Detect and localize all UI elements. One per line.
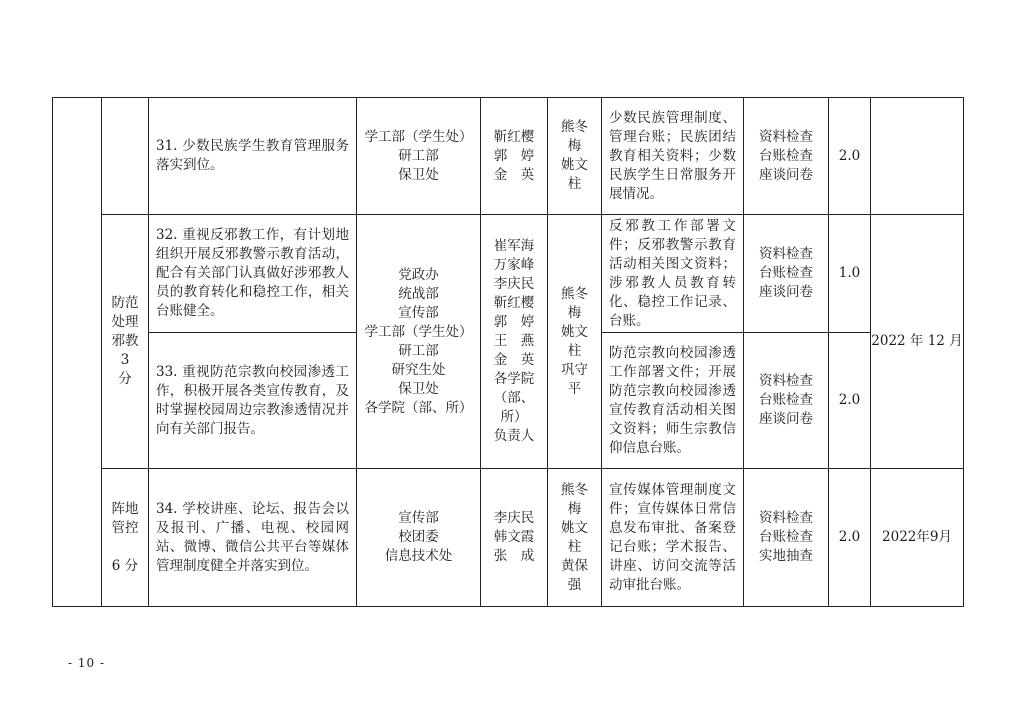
score-cell: 2.0 [829,98,871,215]
category-cell [102,98,149,215]
item-text: 33. 重视防范宗教向校园渗透工作，积极开展各类宣传教育，及时掌握校园周边宗教渗透情况并向有关部门报告。 [149,333,357,469]
responsible-depts: 党政办 统战部 宣传部 学工部（学生处） 研工部 研究生处 保卫处 各学院（部、所） [357,215,481,469]
materials-text: 少数民族管理制度、管理台账；民族团结教育相关资料；少数民族学生日常服务开展情况。 [602,98,744,215]
item-text: 32. 重视反邪教工作，有计划地组织开展反邪教警示教育活动，配合有关部门认真做好涉邪教人员的教育转化和稳控工作，相关台账健全。 [149,215,357,333]
score-cell: 2.0 [829,333,871,469]
materials-text: 反邪教工作部署文件；反邪教警示教育活动相关图文资料；涉邪教人员教育转化、稳控工作记录、台账。 [602,215,744,333]
responsible-staff: 李庆民 韩文霞 张 成 [481,469,548,607]
deadline-cell: 2022 年 12 月 [871,215,964,469]
item-text: 31. 少数民族学生教育管理服务落实到位。 [149,98,357,215]
page-number: - 10 - [68,656,106,670]
table-row [53,98,964,215]
responsible-depts: 宣传部 校团委 信息技术处 [357,469,481,607]
materials-text: 宣传媒体管理制度文件；宣传媒体日常信息发布审批、备案登记台账；学术报告、讲座、访问交流等活动审批台账。 [602,469,744,607]
responsible-staff: 靳红樱 郭 婷 金 英 [481,98,548,215]
evaluation-table [52,97,964,607]
check-methods: 资料检查 台账检查 座谈问卷 [744,98,829,215]
score-cell: 2.0 [829,469,871,607]
item-text: 34. 学校讲座、论坛、报告会以及报刊、广播、电视、校园网站、微博、微信公共平台等媒体管理制度健全并落实到位。 [149,469,357,607]
check-methods: 资料检查 台账检查 座谈问卷 [744,333,829,469]
leaders: 熊冬 梅 姚文 柱 [548,98,602,215]
score-cell: 1.0 [829,215,871,333]
category-cell: 防范 处理 邪教 3 分 [102,215,149,469]
category-cell: 阵地 管控 6 分 [102,469,149,607]
table-row [53,469,964,607]
leaders: 熊冬 梅 姚文 柱 巩守 平 [548,215,602,469]
table-row [53,215,964,333]
check-methods: 资料检查 台账检查 实地抽查 [744,469,829,607]
leaders: 熊冬 梅 姚文 柱 黄保 强 [548,469,602,607]
outer-category-cell [53,98,102,607]
deadline-cell [871,98,964,215]
check-methods: 资料检查 台账检查 座谈问卷 [744,215,829,333]
responsible-depts: 学工部（学生处） 研工部 保卫处 [357,98,481,215]
responsible-staff: 崔军海 万家峰 李庆民 靳红樱 郭 婷 王 燕 金 英 各学院 （部、 所） 负责人 [481,215,548,469]
deadline-cell: 2022年9月 [871,469,964,607]
materials-text: 防范宗教向校园渗透工作部署文件；开展防范宗教向校园渗透宣传教育活动相关图文资料；师生宗教信仰信息台账。 [602,333,744,469]
